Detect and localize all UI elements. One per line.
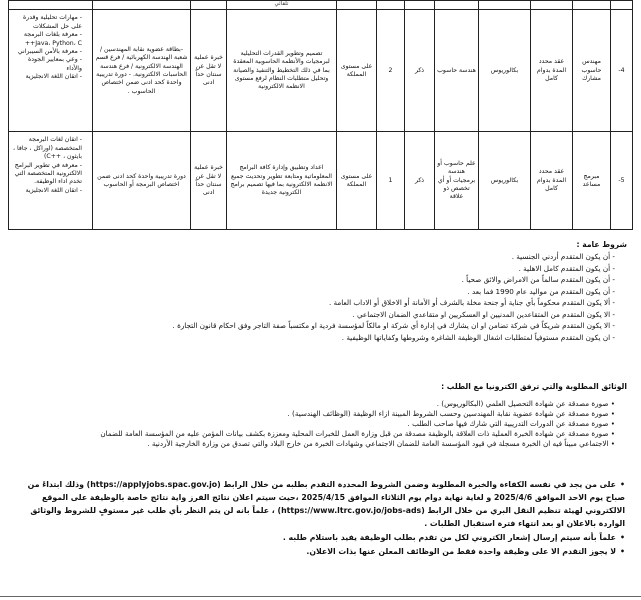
job-title: مبرمج مساعد <box>573 132 611 230</box>
table-row <box>9 132 633 230</box>
results-link[interactable]: (https://www.ltrc.gov.jo/jobs-ads) <box>277 506 425 515</box>
list-item: - أن يكون المتقدم سالماً من الامراض والائق صحياً . <box>7 274 615 286</box>
skills: - مهارات تحليلية وقدرة على حل المشكلات - معرفة بلغات البرمجة Java، Python، C++ - معرفة بالأمن السيبراني - وعي بمعايير الجودة والأداء - اتقان اللغة الانجليزية <box>9 10 93 132</box>
list-item: - ألا يكون المتقدم محكوماً بأي جناية أو جنحة مخلة بالشرف أو الأمانة أو الاخلاق أو الاداب العامة . <box>7 297 615 309</box>
contract-type: عقد محدد المدة بدوام كامل <box>531 132 573 230</box>
bullet-icon: • <box>620 480 625 489</box>
note-apply: •على من يجد في نفسه الكفاءة والخبرة المطلوبة وضمن الشروط المحددة التقدم بطلبه من خلال الرابط (https://applyjobs.spac.gov.jo) وذلك ابتداءً من صباح يوم الاحد الموافق 2025/4/6 و لغاية نهاية دوام يوم الثلاثاء الموافق 2025/4/15 ،حيث سيتم اعلان نتائج الفرز واية نتائج خاصة بالوظيفة على الموقع الالكتروني لهيئة تنظيم النقل البري من خلال الرابط (https://www.ltrc.gov.jo/jobs-ads) ، علماً بانه لن يتم النظر بأي طلب غير مستوفٍ للشروط والوثائق الواردة بالاعلان او بعد انتهاء فترة استقبال الطلبات . <box>27 480 625 528</box>
job-tasks: اعداد وتطبيق وإدارة كافة البرامج المعلوماتية ومتابعة تطوير وتحديث جميع الانظمة الالكترونية بما فيها تصميم برامج الكترونية جديدة <box>227 132 337 230</box>
required-documents <box>7 382 627 449</box>
job-title: مهندس حاسوب مشارك <box>573 10 611 132</box>
note-notification: •علماً بأنه سيتم إرسال إشعار الكتروني لكل من تقدم بطلب الوظيفة يفيد باستلام طلبه . <box>282 533 625 542</box>
experience: خبرة عملية لا تقل عن سنتان حداً ادنى <box>191 10 227 132</box>
list-item: • صورة مصدقة عن شهادة التحصيل العلمي (البكالوريوس) . <box>7 399 615 409</box>
apply-link[interactable]: (https://applyjobs.spac.gov.jo) <box>86 480 221 489</box>
section-title: الوثائق المطلوبة والتي ترفق الكترونيا مع الطلب : <box>441 382 627 391</box>
note-one-job: •لا يجوز التقدم الا على وظيفة واحدة فقط من الوظائف المعلن عنها بذات الاعلان. <box>306 547 625 556</box>
list-item: • الاجتماعي مبيناً فيه ان الخبرة مسجلة في قيود المؤسسة العامة للضمان الاجتماعي وشهادات الخبرة من خارج البلاد والتي تصدق من وزارة الخارجية الأردنية . <box>7 439 615 449</box>
row-number: 5- <box>611 132 633 230</box>
list-item: - أن يكون المتقدم من مواليد عام 1990 فما بعد . <box>7 286 615 298</box>
jobs-table <box>8 0 633 230</box>
training: دورة تدريبية واحدة كحد ادنى ضمن اختصاص البرمجة أو الحاسوب <box>93 132 191 230</box>
list-item: • صورة مصدقة عن الدورات التدريبية التي شارك فيها صاحب الطلب . <box>7 419 615 429</box>
bullet-icon: • <box>620 533 625 542</box>
job-tasks: تصميم وتطوير القدرات التحليلية لبرمجيات والأنظمة الحاسوبية المعقدة بما في ذلك التخطيط والتنفيذ والصيانة وتحليل متطلبات النظام لرفع مستوى الانظمة الالكترونية <box>227 10 337 132</box>
list-item: • صورة مصدقة عن شهادة عضوية نقابة المهندسين وحسب الشروط المبينة ازاء الوظيفة (الوظائف الهندسية) . <box>7 409 615 419</box>
list-item: - أن يكون المتقدم كامل الاهلية . <box>7 263 615 275</box>
table-row <box>9 10 633 132</box>
list-item: - الا يكون المتقدم شريكاً في شركة تضامن او ان يشارك في إدارة أي شركة او مالكاً لمؤسسة فردية او مكتسباً صفة التاجر وفق احكام قانون التجارة . <box>7 320 615 332</box>
qualification: بكالوريوس <box>479 10 531 132</box>
major: هندسة حاسوب <box>435 10 479 132</box>
gender: ذكر <box>405 132 435 230</box>
table-header-cut: تلقائي <box>9 1 633 10</box>
vacancy-count: 1 <box>377 132 405 230</box>
contract-type: عقد محدد المدة بدوام كامل <box>531 10 573 132</box>
section-title: شروط عامة : <box>576 240 627 249</box>
list-item: • صورة مصدقة عن شهادة الخبرة العملية ذات العلاقة بالوظيفة مصدقة من قبل وزارة العمل للخبرات المحلية ومعززة بكشف بيانات المؤمن عليه من المؤسسة العامة للضمان <box>7 429 615 439</box>
list-item: - أن يكون المتقدم أردني الجنسية . <box>7 251 615 263</box>
experience: خبرة عملية لا تقل عن سنتان حداً ادنى <box>191 132 227 230</box>
location: على مستوى المملكة <box>337 132 377 230</box>
training: -بطاقة عضوية نقابة المهندسين / شعبة الهندسة الكهربائية / فرع قسم الهندسة الالكترونية / فرع هندسة الحاسبات الالكترونية. - دورة تدريبية واحدة كحد ادنى ضمن اختصاص الحاسوب . <box>93 10 191 132</box>
list-item: - الا يكون المتقدم من المتقاعدين المدنيين او العسكريين او متقاعدي الضمان الاجتماعي . <box>7 309 615 321</box>
qualification: بكالوريوس <box>479 132 531 230</box>
vacancy-count: 2 <box>377 10 405 132</box>
row-number: 4- <box>611 10 633 132</box>
general-conditions <box>7 240 627 343</box>
list-item: - ان يكون المتقدم مستوفياً لمتطلبات اشغال الوظيفة الشاغرة وشروطها وكفاياتها الوظيفية . <box>7 332 615 344</box>
major: علم حاسوب أو هندسة برمجيات أو أي تخصص ذو علاقة <box>435 132 479 230</box>
skills: - اتقان لغات البرمجة المتخصصة (اوراكل ، جافا ، بايثون ، ++C) - معرفة في تطوير البرامج الالكترونية المتخصصة التي تخدم اداء الوظيفة. - اتقان اللغة الانجليزية <box>9 132 93 230</box>
gender: ذكر <box>405 10 435 132</box>
bottom-divider <box>0 596 641 597</box>
bullet-icon: • <box>620 547 625 556</box>
location: على مستوى المملكة <box>337 10 377 132</box>
application-notes <box>15 478 625 559</box>
